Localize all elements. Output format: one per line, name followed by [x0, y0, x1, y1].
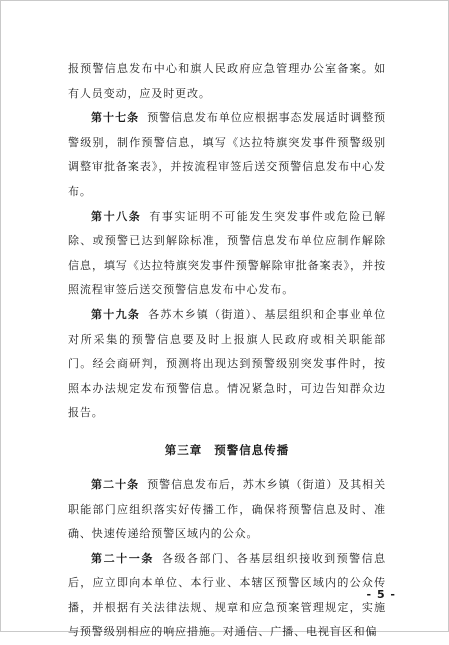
page-number: - 5 -: [366, 588, 396, 601]
paragraph-continued: [68, 57, 386, 106]
article-20: [68, 473, 386, 547]
article-text: 各级各部门、各基层组织接收到预警信息后，应立即向本单位、本行业、本辖区预警区域内的公众传播，并根据有关法律法规、规章和应急预案管理规定，实施与预警级别相应的响应措施。对通信、广播、电视盲区和偏: [68, 551, 387, 639]
article-text: 预警信息发布后，苏木乡镇（街道）及其相关职能部门应组织落实好传播工作，确保将预警信息及时、准确、快速传递给预警区域内的公众。: [68, 477, 387, 541]
article-17: [68, 106, 386, 204]
article-text: 各苏木乡镇（街道）、基层组织和企事业单位对所采集的预警信息要及时上报旗人民政府或相关职能部门。经会商研判，预测将出现达到预警级别突发事件时，按照本办法规定发布预警信息。情况紧急时，可边告知群众边报告。: [68, 307, 387, 420]
article-19: [68, 303, 386, 426]
article-number: 第十九条: [91, 307, 141, 321]
article-21: [68, 547, 386, 645]
article-number: 第二十一条: [91, 551, 154, 565]
article-number: 第十七条: [91, 111, 140, 125]
chapter-title: 预警信息传播: [214, 442, 290, 457]
chapter-heading: [68, 438, 386, 462]
article-text: 有事实证明不可能发生突发事件或危险已解除、或预警已达到解除标准，预警信息发布单位应制作解除信息，填写《达拉特旗突发事件预警解除审批备案表》，并按照流程审签后送交预警信息发布中心发布。: [68, 209, 386, 297]
chapter-number: 第三章: [164, 442, 203, 457]
article-number: 第十八条: [91, 209, 142, 223]
article-text: 预警信息发布单位应根据事态发展适时调整预警级别，制作预警信息，填写《达拉特旗突发事件预警级别调整审批备案表》，并按流程审签后送交预警信息发布中心发布。: [68, 111, 387, 198]
article-18: [68, 205, 386, 303]
article-number: 第二十条: [91, 477, 140, 491]
page-body: [68, 57, 386, 645]
paragraph-text: 报预警信息发布中心和旗人民政府应急管理办公室备案。如有人员变动，应及时更改。: [68, 62, 386, 100]
